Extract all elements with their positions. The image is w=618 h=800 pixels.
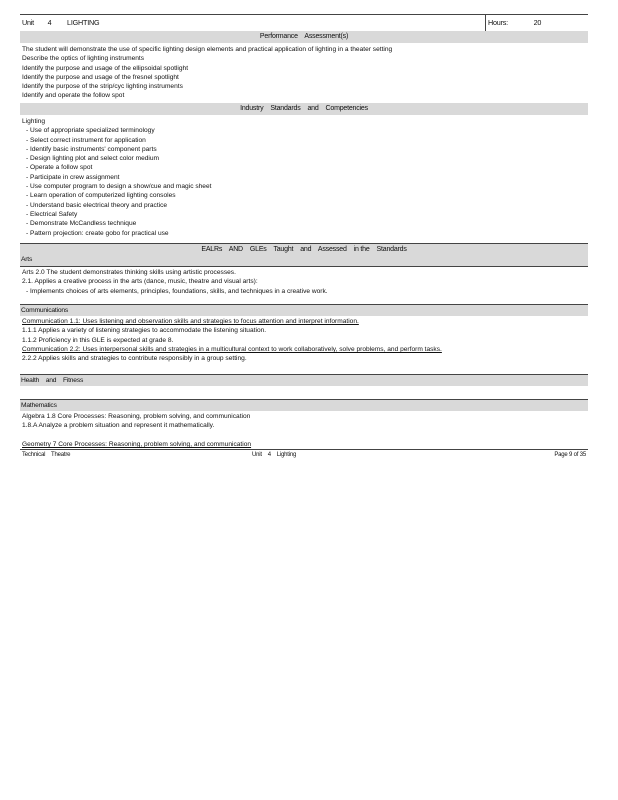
communications-list: [20, 316, 588, 374]
math-line: Algebra 1.8 Core Processes: Reasoning, problem solving, and communication: [22, 413, 251, 420]
industry-item: - Operate a follow spot: [26, 164, 93, 172]
hours-value: 20: [533, 18, 542, 27]
industry-heading: Industry Standards and Competencies: [20, 103, 588, 115]
communications-line: Communication 1.1: Uses listening and observation skills and strategies to focus attention and interpret information.: [22, 318, 359, 325]
ealrs-heading-block: [20, 243, 588, 266]
industry-item: - Design lighting plot and select color medium: [26, 155, 160, 163]
arts-line: Arts 2.0 The student demonstrates thinking skills using artistic processes.: [22, 269, 236, 276]
hours-label: Hours:: [488, 18, 508, 27]
arts-list: [20, 266, 588, 304]
industry-item: - Pattern projection: create gobo for practical use: [26, 229, 169, 237]
performance-line: Identify the purpose of the strip/cyc lighting instruments: [22, 83, 183, 91]
communications-line: 1.1.1 Applies a variety of listening strategies to accommodate the listening situation.: [22, 327, 267, 335]
footer-left: Technical Theatre: [22, 452, 71, 459]
performance-line: Identify the purpose and usage of the ellipsoidal spotlight: [22, 64, 189, 72]
arts-label: Arts: [21, 256, 33, 263]
math-line: Geometry 7 Core Processes: Reasoning, problem solving, and communication: [22, 440, 252, 448]
communications-line: 1.1.2 Proficiency in this GLE is expected at grade 8.: [22, 336, 174, 344]
industry-item: - Use computer program to design a show/cue and magic sheet: [26, 183, 212, 191]
communications-line: Communication 2.2: Uses interpersonal skills and strategies in a multicultural context to work collaboratively, solve problems, and perform tasks.: [22, 345, 442, 353]
footer-center: Unit 4 Lighting: [252, 452, 297, 459]
footer-right: Page 9 of 35: [554, 452, 586, 459]
industry-item: - Understand basic electrical theory and practice: [26, 201, 168, 209]
performance-line: Identify the purpose and usage of the fresnel spotlight: [22, 73, 179, 81]
communications-line: 2.2.2 Applies skills and strategies to contribute responsibly in a group setting.: [22, 355, 247, 363]
health-body: [20, 386, 588, 399]
industry-list: [20, 115, 588, 243]
math-line: 1.8.A Analyze a problem situation and represent it mathematically.: [22, 422, 215, 430]
industry-item: - Learn operation of computerized lighting consoles: [26, 192, 176, 200]
performance-list: [20, 43, 588, 103]
unit-title: LIGHTING: [67, 18, 100, 27]
arts-line: 2.1. Applies a creative process in the arts (dance, music, theatre and visual arts):: [22, 278, 258, 286]
performance-line: Describe the optics of lighting instruments: [22, 55, 145, 63]
industry-item: - Demonstrate McCandless technique: [26, 220, 137, 228]
ealrs-heading: EALRs AND GLEs Taught and Assessed in the Standards: [201, 246, 407, 253]
math-line: [22, 431, 588, 440]
communications-label: Communications: [20, 304, 588, 316]
page: [20, 14, 588, 460]
performance-heading: Performance Assessment(s): [20, 31, 588, 43]
footer: [20, 450, 588, 460]
industry-item: - Use of appropriate specialized terminology: [26, 127, 155, 135]
math-label: Mathematics: [20, 399, 588, 411]
hours-cell: [486, 15, 588, 31]
title-row: [20, 14, 588, 31]
unit-label: Unit: [22, 18, 34, 27]
unit-number: 4: [47, 18, 52, 27]
industry-item: - Participate in crew assignment: [26, 173, 120, 181]
performance-line: Identify and operate the follow spot: [22, 92, 125, 100]
arts-line: - Implements choices of arts elements, principles, foundations, skills, and techniques in a creative work.: [26, 287, 328, 295]
performance-line: The student will demonstrate the use of specific lighting design elements and practical application of lighting in a theater setting: [22, 46, 393, 53]
industry-item: - Electrical Safety: [26, 210, 78, 218]
industry-item: - Select correct instrument for application: [26, 136, 146, 144]
health-label: Health and Fitness: [20, 374, 588, 386]
math-list: [20, 411, 588, 450]
industry-category: Lighting: [22, 118, 46, 125]
industry-item: - Identify basic instruments' component parts: [26, 145, 157, 153]
unit-title-cell: [20, 15, 486, 31]
